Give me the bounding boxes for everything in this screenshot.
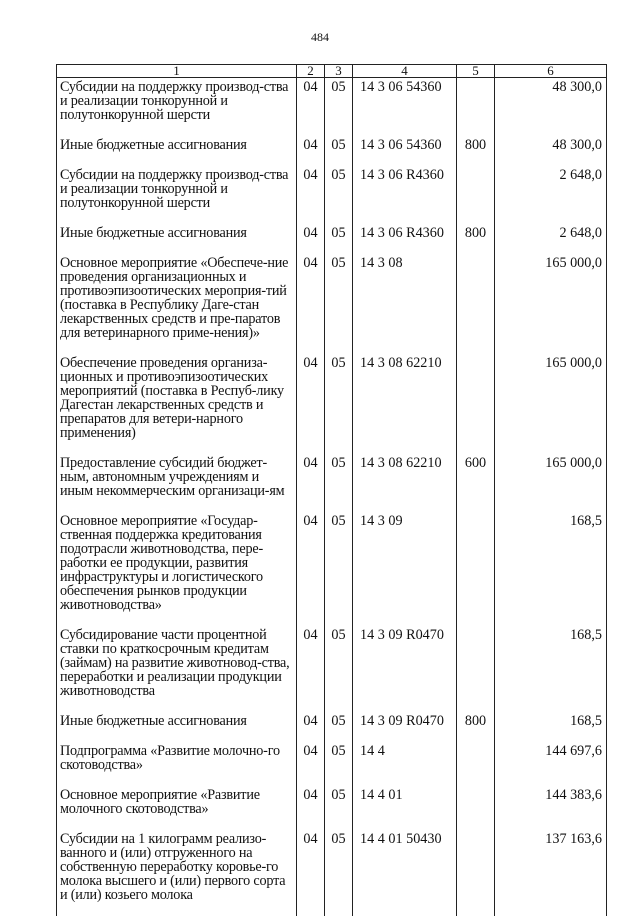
spacer-cell — [325, 728, 353, 742]
row-expense-type — [457, 512, 495, 612]
spacer-cell — [353, 122, 457, 136]
spacer-cell — [325, 210, 353, 224]
budget-table — [56, 64, 607, 916]
row-name: Подпрограмма «Развитие молочно-го скотоводства» — [57, 742, 297, 772]
column-header: 1 — [57, 65, 297, 78]
row-section: 04 — [297, 786, 325, 816]
spacer-cell — [57, 612, 297, 626]
spacer-cell — [297, 122, 325, 136]
row-name: Обеспечение проведения организа-ционных и противоэпизоотических мероприятий (поставка в Респуб-лику Дагестан лекарственных средств и препаратов для ветери-нарного применения) — [57, 354, 297, 440]
row-section: 04 — [297, 512, 325, 612]
spacer-cell — [457, 612, 495, 626]
spacer-cell — [495, 498, 607, 512]
spacer-cell — [325, 122, 353, 136]
spacer-cell — [457, 772, 495, 786]
row-amount: 2 648,0 — [495, 166, 607, 210]
table-header — [57, 65, 607, 78]
table-row — [57, 786, 607, 816]
row-spacer — [57, 340, 607, 354]
spacer-cell — [457, 340, 495, 354]
spacer-cell — [353, 210, 457, 224]
spacer-cell — [457, 440, 495, 454]
spacer-cell — [325, 698, 353, 712]
spacer-cell — [353, 698, 457, 712]
row-expense-type — [457, 742, 495, 772]
row-section: 04 — [297, 712, 325, 728]
spacer-cell — [353, 340, 457, 354]
row-expense-type — [457, 166, 495, 210]
spacer-cell — [57, 698, 297, 712]
row-spacer — [57, 122, 607, 136]
row-spacer — [57, 698, 607, 712]
row-amount: 168,5 — [495, 626, 607, 698]
table-row — [57, 742, 607, 772]
spacer-cell — [57, 772, 297, 786]
row-expense-type: 800 — [457, 224, 495, 240]
row-subsection: 05 — [325, 78, 353, 123]
row-amount: 168,5 — [495, 512, 607, 612]
table-row — [57, 626, 607, 698]
spacer-cell — [495, 210, 607, 224]
spacer-cell — [297, 498, 325, 512]
page-number: 484 — [0, 30, 640, 45]
spacer-cell — [457, 122, 495, 136]
row-expense-type: 800 — [457, 136, 495, 152]
spacer-cell — [457, 728, 495, 742]
spacer-cell — [297, 440, 325, 454]
row-target-code: 14 3 09 R0470 — [353, 712, 457, 728]
spacer-cell — [57, 902, 297, 916]
row-subsection: 05 — [325, 166, 353, 210]
row-target-code: 14 3 06 R4360 — [353, 224, 457, 240]
column-header: 3 — [325, 65, 353, 78]
row-spacer — [57, 772, 607, 786]
row-subsection: 05 — [325, 712, 353, 728]
spacer-cell — [297, 240, 325, 254]
spacer-cell — [495, 152, 607, 166]
row-spacer — [57, 902, 607, 916]
row-spacer — [57, 152, 607, 166]
row-name: Иные бюджетные ассигнования — [57, 136, 297, 152]
row-subsection: 05 — [325, 224, 353, 240]
row-expense-type: 600 — [457, 454, 495, 498]
spacer-cell — [297, 612, 325, 626]
spacer-cell — [325, 498, 353, 512]
spacer-cell — [57, 498, 297, 512]
row-target-code: 14 3 08 62210 — [353, 354, 457, 440]
row-amount: 137 163,6 — [495, 830, 607, 902]
row-expense-type — [457, 78, 495, 123]
row-amount: 165 000,0 — [495, 354, 607, 440]
spacer-cell — [297, 340, 325, 354]
row-section: 04 — [297, 626, 325, 698]
spacer-cell — [495, 122, 607, 136]
spacer-cell — [353, 612, 457, 626]
spacer-cell — [495, 816, 607, 830]
row-subsection: 05 — [325, 830, 353, 902]
spacer-cell — [325, 612, 353, 626]
row-target-code: 14 4 01 — [353, 786, 457, 816]
row-name: Субсидии на поддержку производ-ства и реализации тонкорунной и полутонкорунной шерсти — [57, 78, 297, 123]
spacer-cell — [353, 728, 457, 742]
row-name: Иные бюджетные ассигнования — [57, 224, 297, 240]
column-header: 6 — [495, 65, 607, 78]
row-name: Основное мероприятие «Обеспече-ние проведения организационных и противоэпизоотических мероприя-тий (поставка в Республику Даге-стан лекарственных средств и пре-паратов для ветеринарного приме-нения)» — [57, 254, 297, 340]
row-section: 04 — [297, 254, 325, 340]
spacer-cell — [457, 902, 495, 916]
row-expense-type — [457, 626, 495, 698]
spacer-cell — [57, 240, 297, 254]
row-name: Субсидии на 1 килограмм реализо-ванного и (или) отгруженного на собственную переработку коровье-го молока высшего и (или) первого сорта и (или) козьего молока — [57, 830, 297, 902]
spacer-cell — [57, 816, 297, 830]
spacer-cell — [457, 210, 495, 224]
row-spacer — [57, 210, 607, 224]
spacer-cell — [57, 152, 297, 166]
spacer-cell — [495, 612, 607, 626]
spacer-cell — [297, 728, 325, 742]
row-section: 04 — [297, 136, 325, 152]
row-spacer — [57, 816, 607, 830]
row-subsection: 05 — [325, 136, 353, 152]
row-expense-type — [457, 354, 495, 440]
spacer-cell — [495, 728, 607, 742]
row-subsection: 05 — [325, 512, 353, 612]
spacer-cell — [325, 772, 353, 786]
row-target-code: 14 3 09 — [353, 512, 457, 612]
row-name: Иные бюджетные ассигнования — [57, 712, 297, 728]
column-header: 5 — [457, 65, 495, 78]
row-subsection: 05 — [325, 786, 353, 816]
spacer-cell — [57, 210, 297, 224]
spacer-cell — [297, 152, 325, 166]
spacer-cell — [297, 772, 325, 786]
column-header: 2 — [297, 65, 325, 78]
row-amount: 168,5 — [495, 712, 607, 728]
spacer-cell — [325, 240, 353, 254]
spacer-cell — [495, 902, 607, 916]
spacer-cell — [325, 816, 353, 830]
table-row — [57, 224, 607, 240]
spacer-cell — [353, 240, 457, 254]
row-target-code: 14 3 09 R0470 — [353, 626, 457, 698]
row-target-code: 14 4 01 50430 — [353, 830, 457, 902]
row-amount: 144 697,6 — [495, 742, 607, 772]
row-amount: 165 000,0 — [495, 454, 607, 498]
spacer-cell — [353, 498, 457, 512]
spacer-cell — [297, 902, 325, 916]
row-spacer — [57, 240, 607, 254]
row-section: 04 — [297, 166, 325, 210]
row-amount: 144 383,6 — [495, 786, 607, 816]
row-expense-type — [457, 786, 495, 816]
spacer-cell — [325, 440, 353, 454]
spacer-cell — [353, 152, 457, 166]
spacer-cell — [495, 440, 607, 454]
spacer-cell — [495, 340, 607, 354]
row-spacer — [57, 440, 607, 454]
row-name: Субсидии на поддержку производ-ства и реализации тонкорунной и полутонкорунной шерсти — [57, 166, 297, 210]
row-target-code: 14 3 06 R4360 — [353, 166, 457, 210]
row-section: 04 — [297, 830, 325, 902]
row-target-code: 14 3 08 62210 — [353, 454, 457, 498]
spacer-cell — [495, 772, 607, 786]
spacer-cell — [325, 902, 353, 916]
spacer-cell — [457, 698, 495, 712]
spacer-cell — [297, 816, 325, 830]
spacer-cell — [353, 440, 457, 454]
spacer-cell — [495, 698, 607, 712]
spacer-cell — [297, 698, 325, 712]
spacer-cell — [457, 498, 495, 512]
row-name: Основное мероприятие «Развитие молочного скотоводства» — [57, 786, 297, 816]
row-target-code: 14 3 08 — [353, 254, 457, 340]
row-subsection: 05 — [325, 742, 353, 772]
row-name: Предоставление субсидий бюджет-ным, автономным учреждениям и иным некоммерческим организаци-ям — [57, 454, 297, 498]
row-target-code: 14 3 06 54360 — [353, 78, 457, 123]
spacer-cell — [457, 152, 495, 166]
row-expense-type — [457, 830, 495, 902]
row-expense-type — [457, 254, 495, 340]
row-subsection: 05 — [325, 454, 353, 498]
row-amount: 48 300,0 — [495, 136, 607, 152]
spacer-cell — [57, 728, 297, 742]
table-row — [57, 78, 607, 123]
table-row — [57, 454, 607, 498]
spacer-cell — [325, 340, 353, 354]
spacer-cell — [57, 340, 297, 354]
table-row — [57, 354, 607, 440]
spacer-cell — [495, 240, 607, 254]
row-spacer — [57, 498, 607, 512]
table-row — [57, 830, 607, 902]
row-subsection: 05 — [325, 626, 353, 698]
row-section: 04 — [297, 454, 325, 498]
table-row — [57, 512, 607, 612]
column-header: 4 — [353, 65, 457, 78]
spacer-cell — [457, 240, 495, 254]
row-section: 04 — [297, 742, 325, 772]
table-row — [57, 712, 607, 728]
spacer-cell — [325, 152, 353, 166]
row-section: 04 — [297, 78, 325, 123]
spacer-cell — [297, 210, 325, 224]
row-amount: 165 000,0 — [495, 254, 607, 340]
row-spacer — [57, 728, 607, 742]
row-target-code: 14 4 — [353, 742, 457, 772]
row-spacer — [57, 612, 607, 626]
table-row — [57, 136, 607, 152]
row-name: Основное мероприятие «Государ-ственная поддержка кредитования подотрасли животноводства, пере-работки ее продукции, развития инфраструктуры и логистического обеспечения рынков продукции животноводства» — [57, 512, 297, 612]
spacer-cell — [353, 902, 457, 916]
table-row — [57, 254, 607, 340]
table-row — [57, 166, 607, 210]
row-section: 04 — [297, 354, 325, 440]
spacer-cell — [353, 772, 457, 786]
spacer-cell — [57, 440, 297, 454]
row-subsection: 05 — [325, 354, 353, 440]
spacer-cell — [353, 816, 457, 830]
row-expense-type: 800 — [457, 712, 495, 728]
row-amount: 48 300,0 — [495, 78, 607, 123]
row-section: 04 — [297, 224, 325, 240]
row-target-code: 14 3 06 54360 — [353, 136, 457, 152]
table-body — [57, 78, 607, 916]
spacer-cell — [57, 122, 297, 136]
row-name: Субсидирование части процентной ставки по краткосрочным кредитам (займам) на развитие животновод-ства, переработки и реализации продукции животноводства — [57, 626, 297, 698]
spacer-cell — [457, 816, 495, 830]
row-amount: 2 648,0 — [495, 224, 607, 240]
row-subsection: 05 — [325, 254, 353, 340]
